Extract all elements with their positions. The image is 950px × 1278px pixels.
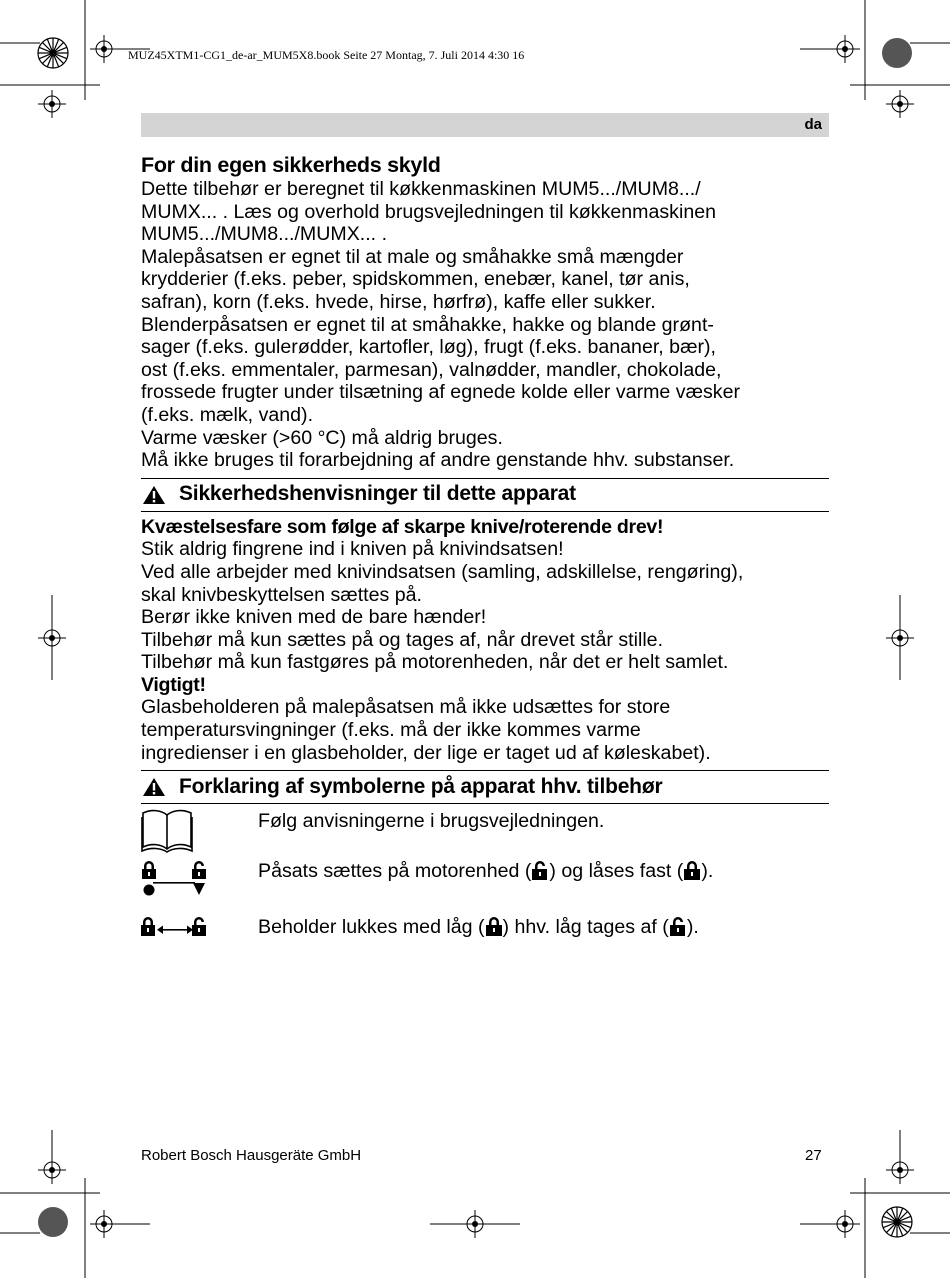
open-lock-icon: [670, 916, 686, 936]
symbol-text-part: ) hhv. låg tages af (: [502, 916, 669, 939]
book-icon: [141, 807, 193, 853]
important-line: Glasbeholderen på malepåsatsen må ikke udsættes for store: [141, 696, 671, 719]
intro-line: safran), korn (f.eks. hvede, hirse, hørfrø), kaffe eller sukker.: [141, 290, 656, 313]
lock-lid-icon: [141, 916, 207, 940]
intro-text: [141, 178, 829, 472]
symbol-text-part: Beholder lukkes med låg (: [258, 916, 485, 939]
intro-line: krydderier (f.eks. peber, spidskommen, enebær, kanel, tør anis,: [141, 268, 690, 291]
danger-line: Stik aldrig fingrene ind i kniven på knivindsatsen!: [141, 538, 564, 561]
closed-lock-icon: [684, 860, 700, 880]
intro-line: (f.eks. mælk, vand).: [141, 403, 314, 426]
footer-company: Robert Bosch Hausgeräte GmbH: [141, 1147, 362, 1164]
warning-triangle-icon: [142, 485, 166, 505]
symbol-row-book: [141, 810, 829, 860]
danger-line: skal knivbeskyttelsen sættes på.: [141, 583, 422, 606]
danger-heading: Kvæstelsesfare som følge af skarpe knive/roterende drev!: [141, 515, 664, 538]
symbol-text-part: ).: [686, 916, 699, 939]
intro-line: MUM5.../MUM8.../MUMX... .: [141, 223, 388, 246]
intro-line: Varme væsker (>60 °C) må aldrig bruges.: [141, 426, 503, 449]
main-heading: For din egen sikkerheds skyld: [141, 153, 441, 177]
intro-line: MUMX... . Læs og overhold brugsvejledningen til køkkenmaskinen: [141, 200, 717, 223]
print-header: MUZ45XTM1-CG1_de-ar_MUM5X8.book Seite 27 Montag, 7. Juli 2014 4:30 16: [128, 48, 525, 62]
symbol-text-part: ).: [701, 860, 714, 883]
intro-line: Malepåsatsen er egnet til at male og småhakke små mængder: [141, 245, 684, 268]
symbols-section-title: Forklaring af symbolerne på apparat hhv. tilbehør: [179, 774, 663, 798]
open-lock-icon: [532, 860, 548, 880]
important-line: temperatursvingninger (f.eks. må der ikke kommes varme: [141, 719, 641, 742]
intro-line: sager (f.eks. gulerødder, kartofler, løg), frugt (f.eks. bananer, bær),: [141, 336, 716, 359]
page-number: 27: [805, 1147, 822, 1164]
lock-attach-icon: [141, 858, 207, 898]
symbol-row-lid: [141, 916, 829, 946]
danger-line: Tilbehør må kun sættes på og tages af, når drevet står stille.: [141, 628, 664, 651]
symbol-text: [258, 860, 713, 883]
symbol-text: [258, 916, 699, 939]
language-bar: [141, 113, 829, 137]
intro-line: Blenderpåsatsen er egnet til at småhakke, hakke og blande grønt-: [141, 313, 714, 336]
language-tag: da: [804, 116, 822, 133]
safety-section-heading: [141, 478, 829, 512]
important-line: ingredienser i en glasbeholder, der lige er taget ud af køleskabet).: [141, 741, 711, 764]
symbols-section-heading: [141, 770, 829, 804]
important-heading: Vigtigt!: [141, 673, 206, 696]
symbol-text-part: Påsats sættes på motorenhed (: [258, 860, 532, 883]
symbol-text-part: ) og låses fast (: [549, 860, 684, 883]
intro-line: Må ikke bruges til forarbejdning af andre genstande hhv. substanser.: [141, 449, 735, 472]
danger-line: Tilbehør må kun fastgøres på motorenheden, når det er helt samlet.: [141, 651, 729, 674]
symbol-text: Følg anvisningerne i brugsvejledningen.: [258, 810, 605, 833]
symbol-row-attach: [141, 860, 829, 916]
closed-lock-icon: [486, 916, 502, 936]
danger-line: Berør ikke kniven med de bare hænder!: [141, 606, 487, 629]
page-content: [141, 152, 829, 946]
danger-line: Ved alle arbejder med knivindsatsen (samling, adskillelse, rengøring),: [141, 560, 744, 583]
intro-line: Dette tilbehør er beregnet til køkkenmaskinen MUM5.../MUM8.../: [141, 178, 701, 200]
safety-section-title: Sikkerhedshenvisninger til dette apparat: [179, 482, 576, 506]
warning-triangle-icon: [142, 777, 166, 797]
intro-line: ost (f.eks. emmentaler, parmesan), valnødder, mandler, chokolade,: [141, 358, 722, 381]
intro-line: frossede frugter under tilsætning af egnede kolde eller varme væsker: [141, 381, 741, 404]
